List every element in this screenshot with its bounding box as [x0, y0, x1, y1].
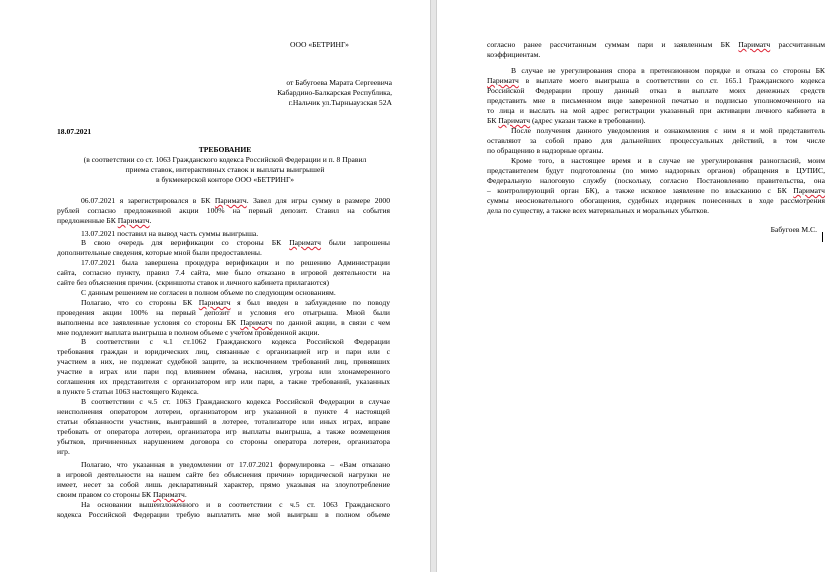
body-line: статьи обязанности участник, выигравший в лотерее, тотализаторе или иных играх, вправе [57, 417, 390, 426]
document-title: ТРЕБОВАНИЕ [198, 145, 252, 154]
body-line: 13.07.2021 поставил на вывод часть суммы выигрыша. [81, 229, 259, 238]
body-line: мне подлежит выплата выигрыша в полном объеме с учетом проведенной акции. [57, 328, 320, 337]
subtitle-line: в букмекерской конторе ООО «БЕТРИНГ» [155, 175, 295, 184]
body-line: предложенные БК Париматч. [57, 216, 152, 225]
body-line: кодекса Российской Федерации требую выплатить мне мой выигрыш в полном объеме [57, 510, 390, 519]
body-line: выполнены все заявленные условия со стороны БК Париматч по данной акции, в связи с чем [57, 318, 391, 327]
body-line: Полагаю, что указанная в уведомлении от 17.07.2021 формулировка – «Вам отказано [81, 460, 390, 469]
body-line: сайте без объяснения причин. (скриншоты ставок и личного кабинета прилагаются) [57, 278, 329, 287]
body-line: коэффициентам. [487, 50, 541, 59]
body-line: требования граждан и юридических лиц, связанные с организацией игр и пари или с [57, 347, 390, 356]
sender-region: Кабардино-Балкарская Республика, [277, 88, 392, 97]
recipient-company: ООО «БЕТРИНГ» [290, 40, 349, 49]
body-line: оставляют за собой право для дальнейших процессуальных действий, в том числе [487, 136, 825, 145]
body-line: Федеральную налоговую службу (поскольку, согласно Постановлению правительства, она [487, 176, 825, 185]
body-line: 06.07.2021 я зарегистрировался в БК Париматч. Завел для игры сумму в размере 2000 [81, 196, 390, 205]
body-line: участие в играх или пари под влиянием обмана, насилия, угрозы или злонамеренного [57, 367, 390, 376]
signature: Бабугоев М.С. [770, 225, 817, 234]
body-line: участием в них, не подлежат судебной защите, за исключением требований лиц, принявших [57, 357, 390, 366]
document-date: 18.07.2021 [57, 127, 92, 136]
subtitle-line: приема ставок, интерактивных ставок и выплаты выигрышей [125, 165, 325, 174]
body-line: БК Париматч (адрес указан также в требовании). [487, 116, 646, 125]
body-line: то лица и выслать на мой адрес регистрации указанный при активации личного кабинета в [487, 106, 825, 115]
body-line: – контролирующий орган БК), а также исковое заявление по взысканию с БК Париматч [487, 186, 825, 195]
sender-address: г.Нальчик ул.Тырныаузская 52А [288, 98, 392, 107]
body-line: В соответствии с ч.1 ст.1062 Гражданского кодекса Российской Федерации [81, 337, 390, 346]
body-line: дополнительные сведения, которые мной были предоставлены. [57, 248, 262, 257]
body-line: неисполнения оператором лотереи, организатором игр указанной в пункте 4 настоящей [57, 407, 390, 416]
body-line: согласно ранее рассчитанным суммам пари и заявленным БК Париматч рассчитанным [487, 40, 825, 49]
body-line: рублей согласно предложенной акции 100% на первый депозит. Ставил на события [57, 206, 390, 215]
body-line: в пункте 5 статьи 1063 настоящего Кодекса. [57, 387, 199, 396]
body-line: соглашения их представителя с организатором игр или пари, а также требований, указанных [57, 377, 390, 386]
subtitle-line: (в соответствии со ст. 1063 Гражданского кодекса Российской Федерации и п. 8 Правил [83, 155, 367, 164]
text-cursor [822, 232, 823, 242]
body-line: Париматч в выплате моего выигрыша в соответствии со ст. 165.1 Гражданского кодекса [487, 76, 825, 85]
body-line: требовать от оператора лотереи, организатора игр выплаты выигрыша, а также возмещения [57, 427, 390, 436]
body-line: С данным решением не согласен в полном объеме по следующим основаниям. [81, 288, 336, 297]
body-line: дела по существу, а также всех материальных и моральных убытков. [487, 206, 710, 215]
body-line: суммы неосновательного обогащения, судебных издержек понесенных в ходе рассмотрения [487, 196, 825, 205]
body-line: представителем будут подготовлены (по мимо надзорных органов) обращения в ЦУПИС, [487, 166, 825, 175]
body-line: своим правом со стороны БК Париматч. [57, 490, 187, 499]
document-page-2[interactable] [437, 0, 840, 572]
body-line: проведения акции 100% на первый депозит и условия его отыгрыша. Мной были [57, 308, 390, 317]
body-line: После получения данного уведомления и ознакомления с ним я и мой представитель [511, 126, 825, 135]
body-line: 17.07.2021 была завершена процедура верификации и по решению Администрации [81, 258, 390, 267]
body-line: представить мне в письменном виде заверенной печатью и подписью уполномоченного на [487, 96, 825, 105]
body-line: Полагаю, что со стороны БК Париматч я был введен в заблуждение по поводу [81, 298, 390, 307]
body-line: игр. [57, 447, 70, 456]
body-line: Российской Федерации прошу данный отказ в выплате моих денежных средств [487, 86, 825, 95]
body-line: На основании вышеизложенного и в соответствии с ч.5 ст. 1063 Гражданского [81, 500, 390, 509]
body-line: В соответствии с ч.5 ст. 1063 Гражданского кодекса Российской Федерации в случае [81, 397, 390, 406]
body-line: Кроме того, в настоящее время и в случае не урегулирования разногласий, моим [511, 156, 825, 165]
body-line: в игровой деятельности на нашем сайте без объяснения причин» юридической нагрузки не [57, 470, 390, 479]
body-line: убытков, причиненных нарушением договора со стороны оператора лотереи, организатора [57, 437, 390, 446]
sender-name: от Бабугоева Марата Сергеевича [286, 78, 392, 87]
body-line: В свою очередь для верификации со стороны БК Париматч были запрошены [81, 238, 390, 247]
body-line: В случае не урегулирования спора в претензионном порядке и отказа со стороны БК [511, 66, 825, 75]
body-line: по обращению в надзорные органы. [487, 146, 604, 155]
body-line: имеет, несет за собой лишь декларативный характер, прямо указывая на злоупотребление [57, 480, 390, 489]
body-line: сайта, согласно пункту, правил 7.4 сайта, мне было отказано в игровой деятельности на [57, 268, 390, 277]
